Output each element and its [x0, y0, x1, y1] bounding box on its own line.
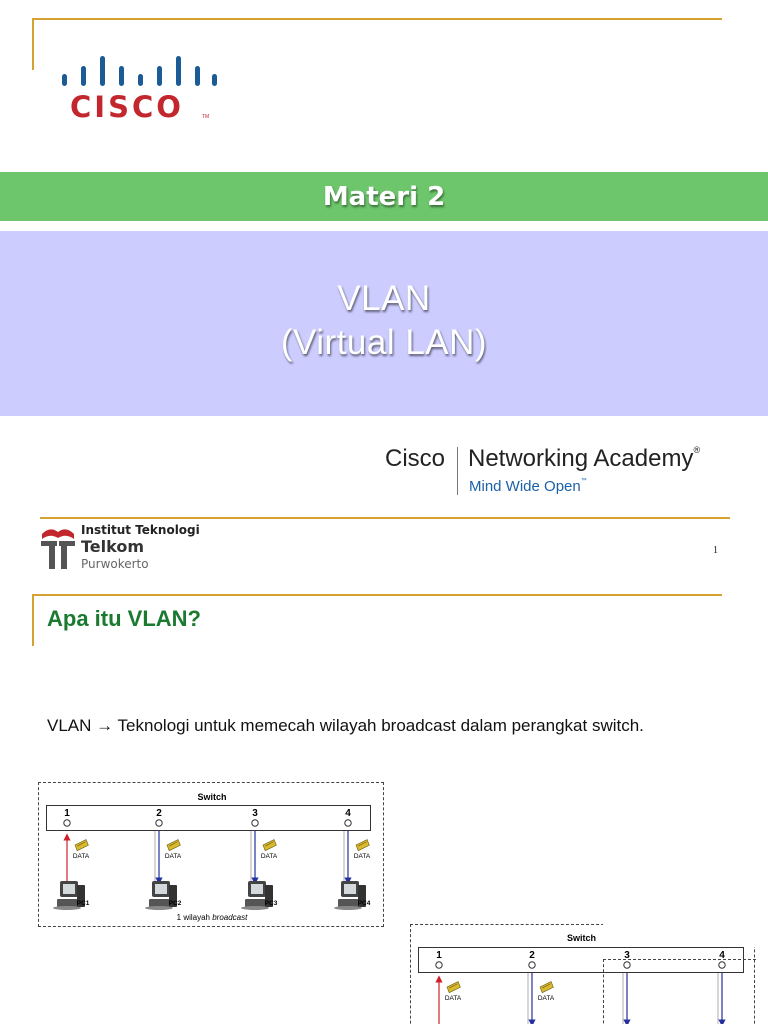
netacad-divider	[457, 447, 458, 495]
data-packet-icon	[355, 839, 370, 851]
single-broadcast-diagram	[38, 782, 384, 927]
left-rule	[32, 594, 34, 646]
data-label: DATA	[444, 995, 462, 1002]
port-icon	[64, 820, 70, 826]
port-number: 2	[156, 808, 162, 819]
networking-academy-logo	[385, 443, 730, 498]
page-number: 1	[713, 545, 718, 556]
pc-label: PC4	[357, 900, 371, 907]
tagline-tm: ™	[580, 478, 587, 484]
port-number: 2	[529, 950, 535, 961]
cisco-wordmark: CISCO	[70, 90, 184, 124]
port-number: 4	[719, 950, 725, 961]
title-line-2: (Virtual LAN)	[280, 322, 488, 362]
pc-label: PC1	[76, 900, 90, 907]
port-icon	[436, 962, 442, 968]
data-label: DATA	[164, 853, 182, 860]
data-packet-icon	[446, 981, 461, 993]
section-label: Materi 2	[322, 181, 446, 212]
netacad-tagline: Mind Wide Open	[469, 478, 581, 495]
institute-line-3: Purwokerto	[81, 557, 149, 571]
data-packet-icon	[539, 981, 554, 993]
netacad-name: Networking Academy	[468, 445, 694, 472]
slide-body	[47, 713, 722, 738]
institute-line-2: Telkom	[81, 537, 144, 556]
broadcast-caption	[39, 913, 385, 922]
port-icon	[252, 820, 258, 826]
port-number: 1	[436, 950, 442, 961]
arrow-icon: →	[96, 716, 114, 735]
port-icon	[529, 962, 535, 968]
cisco-trademark: TM	[202, 114, 210, 120]
top-rule	[32, 594, 722, 596]
data-packet-icon	[74, 839, 89, 851]
switch-label: Switch	[197, 792, 227, 802]
section-band	[0, 172, 768, 221]
port-number: 3	[624, 950, 630, 961]
slide-heading: Apa itu VLAN?	[47, 606, 201, 631]
body-text: Teknologi untuk memecah wilayah broadcast dalam perangkat switch.	[113, 716, 644, 735]
body-prefix: VLAN	[47, 716, 97, 735]
title-line-1: VLAN	[337, 278, 431, 318]
caption-prefix: 1 wilayah	[176, 913, 213, 922]
telkom-emblem-icon	[40, 526, 76, 570]
diagram-ports-layer	[411, 925, 754, 1024]
diagram-ports-layer	[39, 783, 383, 926]
port-number: 3	[252, 808, 258, 819]
port-icon	[719, 962, 725, 968]
netacad-tagline-wrap	[469, 478, 587, 495]
port-icon	[345, 820, 351, 826]
netacad-name-wrap	[468, 445, 700, 473]
footer-rule	[40, 517, 730, 519]
vlan-diagram	[410, 924, 755, 1024]
port-number: 4	[345, 808, 351, 819]
pc-label: PC2	[168, 900, 182, 907]
data-packet-icon	[262, 839, 277, 851]
switch-label: Switch	[567, 933, 597, 943]
port-icon	[624, 962, 630, 968]
port-icon	[156, 820, 162, 826]
content-slide	[0, 585, 768, 1024]
cisco-logo	[52, 48, 217, 124]
data-label: DATA	[260, 853, 278, 860]
data-label: DATA	[353, 853, 371, 860]
data-packet-icon	[166, 839, 181, 851]
left-rule	[32, 18, 34, 70]
data-label: DATA	[537, 995, 555, 1002]
top-rule	[32, 18, 722, 20]
institute-line-1: Institut Teknologi	[81, 523, 200, 537]
title-band	[0, 231, 768, 416]
cisco-bars-icon	[62, 52, 212, 86]
netacad-brand: Cisco	[385, 445, 446, 472]
data-label: DATA	[72, 853, 90, 860]
pc-label: PC3	[264, 900, 278, 907]
caption-italic: broadcast	[212, 913, 248, 922]
registered-mark: ®	[693, 445, 701, 455]
port-number: 1	[64, 808, 70, 819]
ittp-logo	[40, 521, 200, 573]
